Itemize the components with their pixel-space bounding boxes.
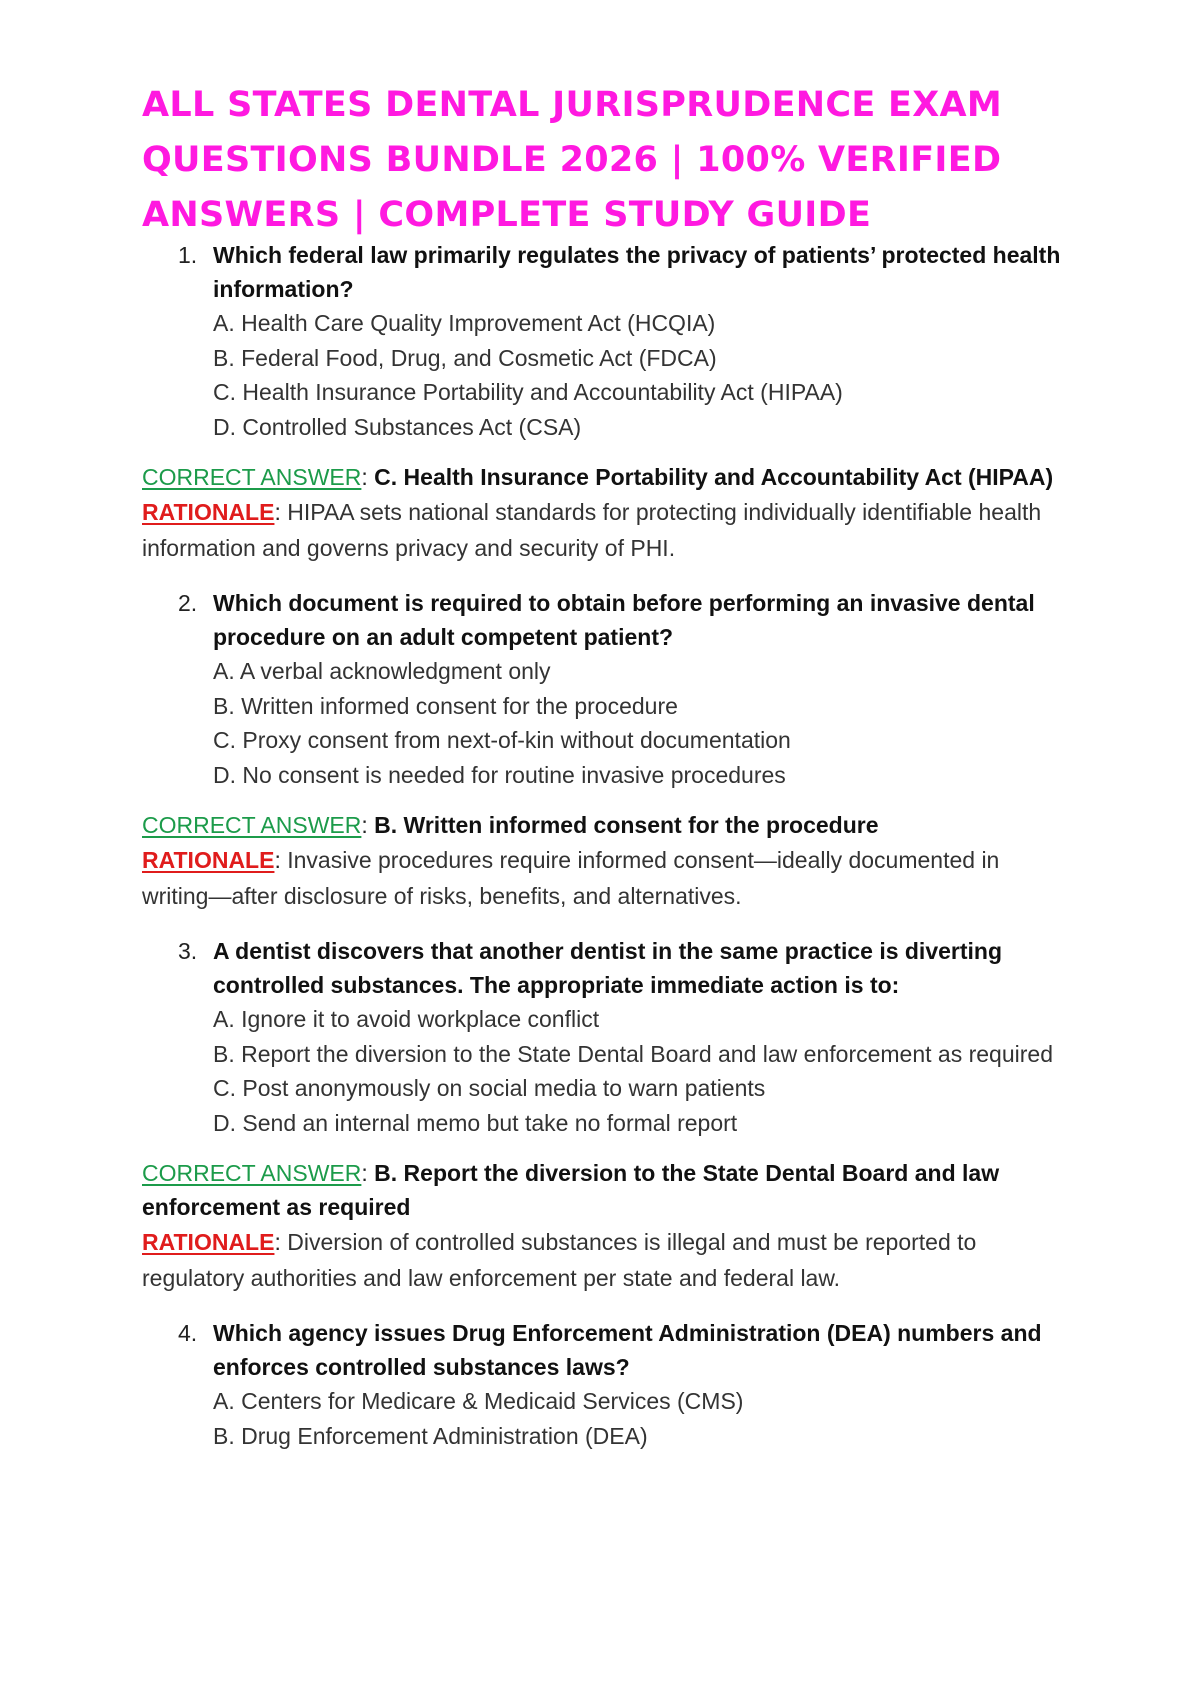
correct-answer-label: CORRECT ANSWER: [142, 464, 362, 490]
answer-option: D. Controlled Substances Act (CSA): [213, 413, 582, 440]
question-number: 2.: [178, 590, 198, 616]
label-separator: :: [274, 499, 288, 525]
question-text: Which document is required to obtain before performing an invasive dental procedure on an adult competent patient?: [213, 590, 1035, 650]
question-list: [142, 238, 1062, 1453]
correct-answer-label: CORRECT ANSWER: [142, 1160, 362, 1186]
question-item: [142, 934, 1062, 1140]
rationale-label: RATIONALE: [142, 1229, 275, 1255]
answer-option: A. A verbal acknowledgment only: [213, 658, 551, 684]
question-text: Which agency issues Drug Enforcement Administration (DEA) numbers and enforces controlled substances laws?: [213, 1320, 1042, 1380]
rationale-text: Diversion of controlled substances is illegal and must be reported to regulatory authorities and law enforcement per state and federal law.: [142, 1229, 977, 1291]
correct-answer: [142, 1156, 1062, 1224]
answer-option: A. Ignore it to avoid workplace conflict: [213, 1006, 600, 1032]
rationale-text: HIPAA sets national standards for protecting individually identifiable health information and governs privacy and security of PHI.: [142, 499, 1042, 561]
answer-option: B. Report the diversion to the State Dental Board and law enforcement as required: [213, 1040, 1053, 1067]
rationale-label: RATIONALE: [142, 847, 275, 873]
rationale: [142, 842, 1062, 914]
question-number: 4.: [178, 1320, 198, 1346]
document-title: [142, 78, 1082, 243]
rationale-text: Invasive procedures require informed consent—ideally documented in writing—after disclosure of risks, benefits, and alternatives.: [142, 847, 1000, 909]
correct-answer-text: B. Report the diversion to the State Dental Board and law enforcement as required: [142, 1160, 1000, 1220]
label-separator: :: [274, 847, 288, 873]
correct-answer-text: B. Written informed consent for the procedure: [374, 812, 879, 838]
answer-option: D. No consent is needed for routine invasive procedures: [213, 761, 786, 788]
answer-option: B. Federal Food, Drug, and Cosmetic Act (FDCA): [213, 344, 717, 371]
answer-option: A. Health Care Quality Improvement Act (HCQIA): [213, 310, 716, 336]
correct-answer: [142, 808, 1062, 842]
label-separator: :: [361, 812, 375, 838]
answer-option: B. Written informed consent for the procedure: [213, 692, 678, 719]
rationale: [142, 494, 1062, 566]
rationale-label: RATIONALE: [142, 499, 275, 525]
correct-answer-label: CORRECT ANSWER: [142, 812, 362, 838]
question-number: 1.: [178, 242, 198, 268]
label-separator: :: [361, 1160, 375, 1186]
title-line: ALL STATES DENTAL JURISPRUDENCE EXAM: [142, 85, 1003, 125]
answer-option: D. Send an internal memo but take no formal report: [213, 1109, 738, 1136]
label-separator: :: [274, 1229, 288, 1255]
correct-answer: [142, 460, 1062, 494]
question-text: Which federal law primarily regulates the privacy of patients’ protected health information?: [213, 242, 1061, 302]
answer-option: B. Drug Enforcement Administration (DEA): [213, 1422, 648, 1449]
answer-option: C. Post anonymously on social media to warn patients: [213, 1075, 766, 1101]
answer-option: A. Centers for Medicare & Medicaid Services (CMS): [213, 1388, 744, 1414]
title-line: QUESTIONS BUNDLE 2026 | 100% VERIFIED: [142, 140, 1002, 180]
title-line: ANSWERS | COMPLETE STUDY GUIDE: [142, 195, 872, 235]
answer-option: C. Proxy consent from next-of-kin without documentation: [213, 727, 791, 753]
question-item: [142, 586, 1062, 792]
question-number: 3.: [178, 938, 198, 964]
label-separator: :: [361, 464, 375, 490]
question-text: A dentist discovers that another dentist in the same practice is diverting controlled substances. The appropriate immediate action is to:: [213, 938, 1003, 998]
rationale: [142, 1224, 1062, 1296]
question-item: [142, 238, 1062, 444]
answer-option: C. Health Insurance Portability and Accountability Act (HIPAA): [213, 379, 843, 405]
question-item: [142, 1316, 1062, 1453]
correct-answer-text: C. Health Insurance Portability and Accountability Act (HIPAA): [374, 464, 1054, 490]
